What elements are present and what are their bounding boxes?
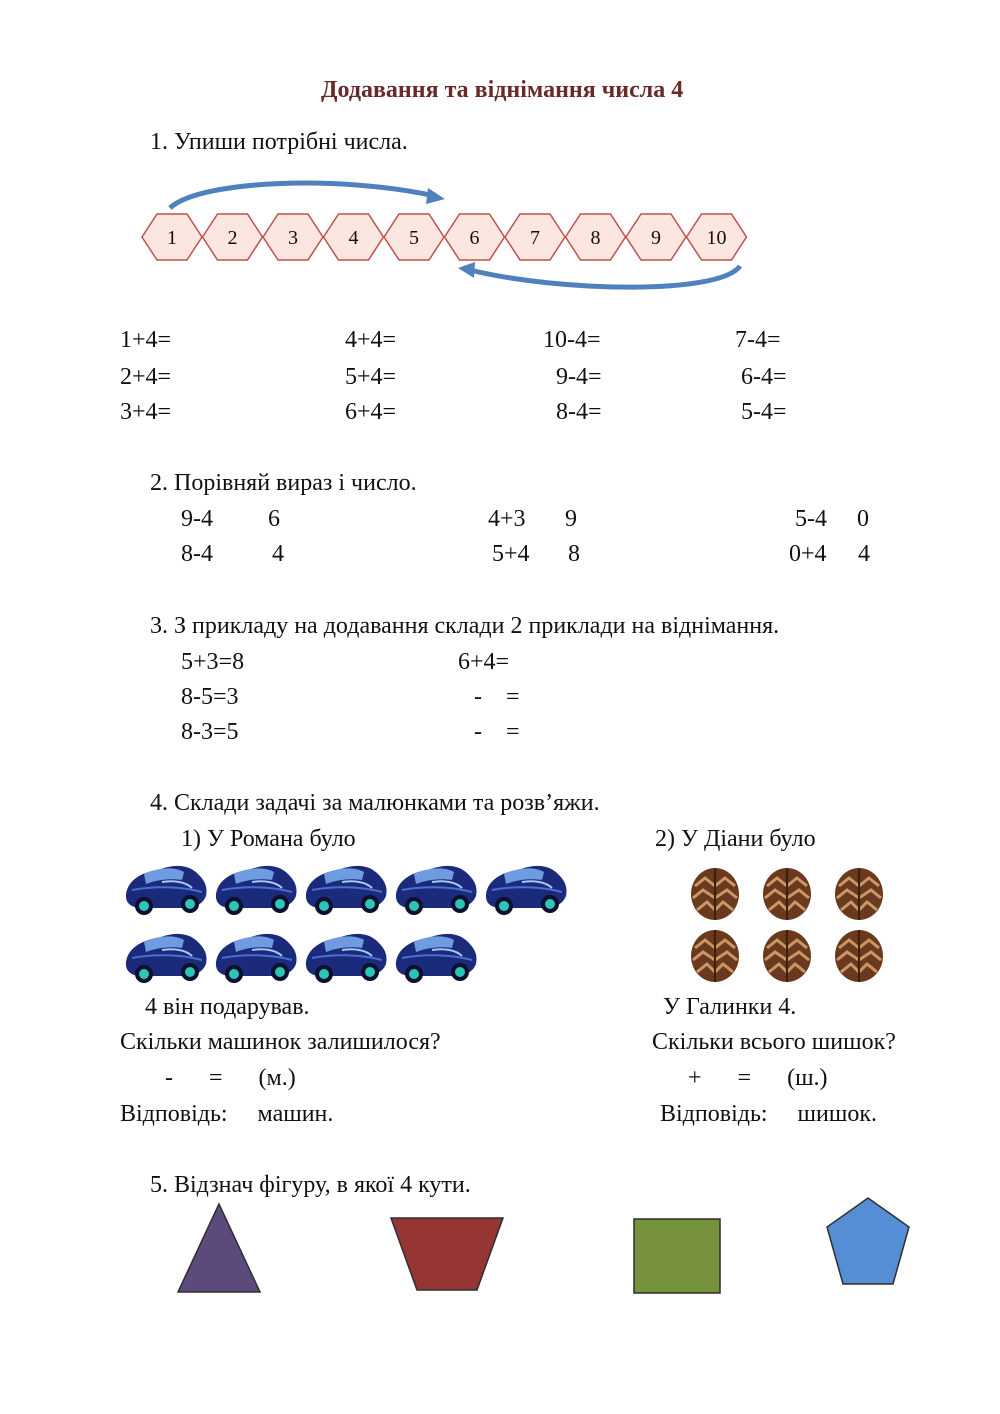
t1-col4-r3: 5-4= xyxy=(741,399,787,425)
page-title: Додавання та віднімання числа 4 xyxy=(321,77,684,103)
t3-right-2: - = xyxy=(474,684,520,710)
arrow-left-head xyxy=(458,262,475,278)
car-icon-5 xyxy=(486,866,567,915)
car-icon-1 xyxy=(126,866,207,915)
arrow-right-icon xyxy=(170,183,435,208)
t2-r1-num1: 6 xyxy=(268,506,280,532)
t4-left-question: Скільки машинок залишилося? xyxy=(120,1029,441,1055)
hex-label-8: 8 xyxy=(590,227,601,249)
t4-left-line1: 4 він подарував. xyxy=(145,994,310,1020)
hex-label-2: 2 xyxy=(227,227,238,249)
t1-col3-r3: 8-4= xyxy=(556,399,602,425)
t4-right-equation: + = (ш.) xyxy=(688,1065,828,1091)
pinecone-icon-2 xyxy=(763,868,811,920)
t3-left-3: 8-3=5 xyxy=(181,719,239,745)
pinecone-icon-4 xyxy=(691,930,739,982)
hex-label-10: 10 xyxy=(706,227,727,249)
t2-r2-expr2: 5+4 xyxy=(492,541,530,567)
square-shape[interactable] xyxy=(634,1219,720,1293)
t4-right-question: Скільки всього шишок? xyxy=(652,1029,896,1055)
car-icon-8 xyxy=(306,934,387,983)
t1-col2-r2: 5+4= xyxy=(345,364,397,390)
t2-r1-expr2: 4+3 xyxy=(488,506,526,532)
t4-right-label: 2) У Діани було xyxy=(655,826,816,852)
pinecones-picture xyxy=(685,862,895,986)
car-icon-2 xyxy=(216,866,297,915)
car-icon-9 xyxy=(396,934,477,983)
t2-r1-expr1: 9-4 xyxy=(181,506,213,532)
t2-r1-num2: 9 xyxy=(565,506,577,532)
t3-left-1: 5+3=8 xyxy=(181,649,245,675)
task2-heading: 2. Порівняй вираз і число. xyxy=(150,470,417,496)
trapezoid-shape[interactable] xyxy=(391,1218,503,1290)
t3-left-2: 8-5=3 xyxy=(181,684,239,710)
t1-col3-r1: 10-4= xyxy=(543,327,601,353)
task4-heading: 4. Склади задачі за малюнками та розв’яжи. xyxy=(150,790,600,816)
t1-col4-r1: 7-4= xyxy=(735,327,781,353)
car-icon-7 xyxy=(216,934,297,983)
task5-heading: 5. Відзнач фігуру, в якої 4 кути. xyxy=(150,1172,471,1198)
t1-col2-r3: 6+4= xyxy=(345,399,397,425)
arrow-right-head xyxy=(426,188,445,204)
hex-label-1: 1 xyxy=(167,227,177,249)
t3-right-1: 6+4= xyxy=(458,649,510,675)
cars-picture xyxy=(120,858,570,988)
triangle-shape[interactable] xyxy=(178,1204,260,1292)
arrow-left-icon xyxy=(470,266,740,287)
number-line xyxy=(140,170,780,300)
t2-r2-num1: 4 xyxy=(272,541,284,567)
t4-left-equation: - = (м.) xyxy=(165,1065,296,1091)
pinecone-icon-1 xyxy=(691,868,739,920)
t3-right-3: - = xyxy=(474,719,520,745)
t2-r2-num2: 8 xyxy=(568,541,580,567)
t2-r1-num3: 0 xyxy=(857,506,869,532)
t1-col1-r2: 2+4= xyxy=(120,364,172,390)
t4-left-answer: Відповідь: машин. xyxy=(120,1101,334,1127)
t2-r2-expr3: 0+4 xyxy=(789,541,827,567)
t2-r2-expr1: 8-4 xyxy=(181,541,213,567)
t1-col1-r3: 3+4= xyxy=(120,399,172,425)
pinecone-icon-5 xyxy=(763,930,811,982)
t2-r2-num3: 4 xyxy=(858,541,870,567)
t4-right-answer: Відповідь: шишок. xyxy=(660,1101,878,1127)
car-icon-4 xyxy=(396,866,477,915)
t1-col3-r2: 9-4= xyxy=(556,364,602,390)
hex-label-4: 4 xyxy=(348,227,359,249)
pentagon-shape[interactable] xyxy=(827,1198,909,1284)
hex-label-3: 3 xyxy=(288,227,298,249)
hex-label-6: 6 xyxy=(469,227,480,249)
hex-label-5: 5 xyxy=(409,227,419,249)
pinecone-icon-6 xyxy=(835,930,883,982)
task3-heading: 3. З прикладу на додавання склади 2 приклади на віднімання. xyxy=(150,613,780,639)
hex-label-9: 9 xyxy=(651,227,661,249)
pinecone-icon-3 xyxy=(835,868,883,920)
task1-heading: 1. Упиши потрібні числа. xyxy=(150,129,408,155)
t1-col4-r2: 6-4= xyxy=(741,364,787,390)
t1-col2-r1: 4+4= xyxy=(345,327,397,353)
t4-right-line1: У Галинки 4. xyxy=(663,994,797,1020)
hex-label-7: 7 xyxy=(530,227,540,249)
t2-r1-expr3: 5-4 xyxy=(795,506,827,532)
t4-left-label: 1) У Романа було xyxy=(181,826,356,852)
shapes-row xyxy=(160,1190,940,1310)
t1-col1-r1: 1+4= xyxy=(120,327,172,353)
car-icon-6 xyxy=(126,934,207,983)
car-icon-3 xyxy=(306,866,387,915)
